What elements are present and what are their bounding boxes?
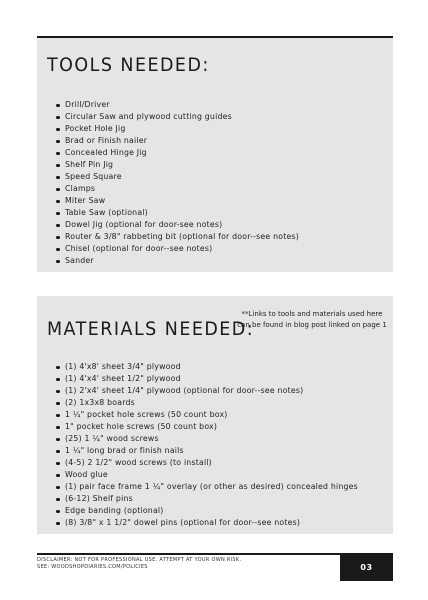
bullet-icon	[56, 164, 60, 168]
list-item: Miter Saw	[56, 195, 299, 207]
list-item: Chisel (optional for door--see notes)	[56, 243, 299, 255]
bullet-icon	[56, 176, 60, 180]
list-item: Brad or Finish nailer	[56, 135, 299, 147]
list-item: Pocket Hole Jig	[56, 123, 299, 135]
list-item: Edge banding (optional)	[56, 505, 358, 517]
bullet-icon	[56, 522, 60, 526]
page-number: 03	[340, 553, 393, 581]
list-item: Concealed Hinge Jig	[56, 147, 299, 159]
list-item: (1) pair face frame 1 ¼" overlay (or other as desired) concealed hinges	[56, 481, 358, 493]
list-item: Circular Saw and plywood cutting guides	[56, 111, 299, 123]
bullet-icon	[56, 378, 60, 382]
bullet-icon	[56, 486, 60, 490]
bullet-icon	[56, 248, 60, 252]
links-note: **Links to tools and materials used here can be found in blog post linked on page 1	[237, 310, 387, 329]
bullet-icon	[56, 366, 60, 370]
bullet-icon	[56, 104, 60, 108]
list-item: (1) 4'x4' sheet 1/2" plywood	[56, 373, 358, 385]
materials-heading: MATERIALS NEEDED:	[47, 318, 255, 340]
materials-section	[37, 296, 393, 534]
list-item: 1" pocket hole screws (50 count box)	[56, 421, 358, 433]
bullet-icon	[56, 152, 60, 156]
bullet-icon	[56, 116, 60, 120]
disclaimer-line: DISCLAIMER: NOT FOR PROFESSIONAL USE. ATTEMPT AT YOUR OWN RISK.	[37, 557, 242, 563]
bullet-icon	[56, 414, 60, 418]
bullet-icon	[56, 390, 60, 394]
list-item: (1) 4'x8' sheet 3/4" plywood	[56, 361, 358, 373]
bullet-icon	[56, 128, 60, 132]
bullet-icon	[56, 510, 60, 514]
bullet-icon	[56, 438, 60, 442]
bullet-icon	[56, 188, 60, 192]
list-item: Shelf Pin Jig	[56, 159, 299, 171]
tools-heading: TOOLS NEEDED:	[47, 54, 210, 76]
policies-link: SEE: WOODSHOPDIARIES.COM/POLICIES	[37, 564, 148, 570]
bullet-icon	[56, 426, 60, 430]
list-item: (2) 1x3x8 boards	[56, 397, 358, 409]
bullet-icon	[56, 498, 60, 502]
list-item: (6-12) Shelf pins	[56, 493, 358, 505]
list-item: 1 ¼" pocket hole screws (50 count box)	[56, 409, 358, 421]
list-item: (1) 2'x4' sheet 1/4" plywood (optional for door--see notes)	[56, 385, 358, 397]
bullet-icon	[56, 140, 60, 144]
list-item: Dowel Jig (optional for door-see notes)	[56, 219, 299, 231]
list-item: (8) 3/8" x 1 1/2" dowel pins (optional for door--see notes)	[56, 517, 358, 529]
tools-section	[37, 36, 393, 272]
bullet-icon	[56, 212, 60, 216]
tools-list	[37, 99, 299, 267]
list-item: (25) 1 ¼" wood screws	[56, 433, 358, 445]
bullet-icon	[56, 474, 60, 478]
list-item: 1 ¼" long brad or finish nails	[56, 445, 358, 457]
list-item: Clamps	[56, 183, 299, 195]
list-item: Sander	[56, 255, 299, 267]
bullet-icon	[56, 236, 60, 240]
materials-list	[37, 361, 358, 529]
bullet-icon	[56, 260, 60, 264]
list-item: Wood glue	[56, 469, 358, 481]
list-item: Router & 3/8" rabbeting bit (optional for door--see notes)	[56, 231, 299, 243]
list-item: (4-5) 2 1/2" wood screws (to install)	[56, 457, 358, 469]
list-item: Speed Square	[56, 171, 299, 183]
list-item: Drill/Driver	[56, 99, 299, 111]
bullet-icon	[56, 200, 60, 204]
bullet-icon	[56, 224, 60, 228]
list-item: Table Saw (optional)	[56, 207, 299, 219]
bullet-icon	[56, 402, 60, 406]
bullet-icon	[56, 450, 60, 454]
disclaimer	[37, 557, 327, 571]
bullet-icon	[56, 462, 60, 466]
